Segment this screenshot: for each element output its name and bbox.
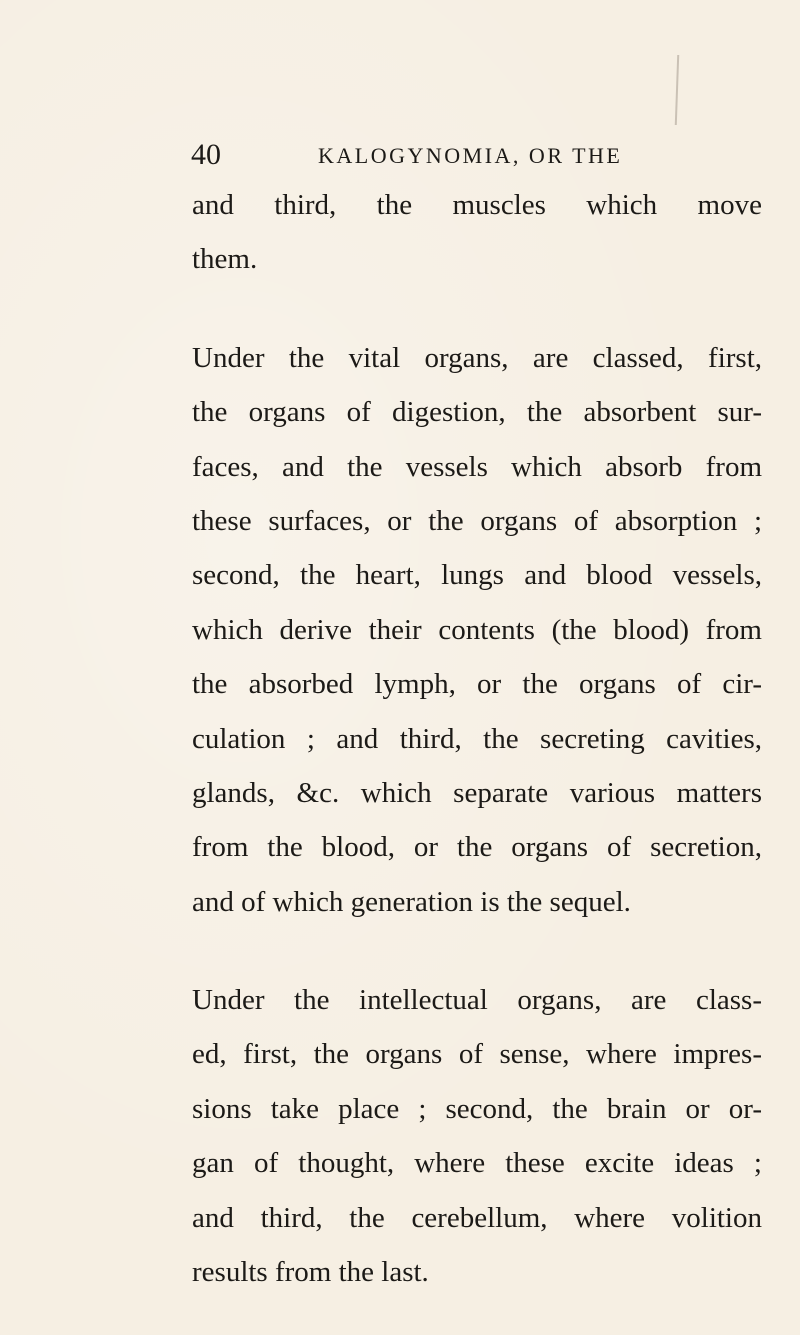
text-line: and third, the muscles which move bbox=[192, 189, 762, 221]
text-line: which derive their contents (the blood) from bbox=[192, 613, 762, 646]
text-line: glands, &c. which separate various matters bbox=[192, 776, 762, 809]
running-head: KALOGYNOMIA, OR THE bbox=[318, 143, 623, 168]
text-line: them. bbox=[192, 243, 258, 276]
text-line: and third, the cerebellum, where volition bbox=[192, 1201, 762, 1234]
text-line: Under the vital organs, are classed, first, bbox=[192, 341, 762, 374]
text-line: the absorbed lymph, or the organs of cir- bbox=[192, 668, 762, 701]
paragraph bbox=[192, 331, 797, 929]
page-edge-mark bbox=[675, 55, 679, 125]
text-line: sions take place ; second, the brain or or- bbox=[192, 1092, 762, 1125]
text-line: gan of thought, where these excite ideas ; bbox=[192, 1147, 762, 1180]
body-text bbox=[192, 178, 797, 1299]
text-line: and of which generation is the sequel. bbox=[192, 885, 631, 918]
text-line: results from the last. bbox=[192, 1256, 429, 1289]
page-header bbox=[0, 138, 800, 178]
text-line: Under the intellectual organs, are class- bbox=[192, 984, 762, 1017]
text-line: culation ; and third, the secreting cavities, bbox=[192, 722, 762, 755]
page-number: 40 bbox=[191, 138, 221, 171]
text-line: from the blood, or the organs of secretion, bbox=[192, 831, 762, 864]
text-line: faces, and the vessels which absorb from bbox=[192, 450, 762, 483]
paragraph bbox=[192, 178, 797, 287]
text-line: these surfaces, or the organs of absorption ; bbox=[192, 504, 762, 537]
paragraph bbox=[192, 973, 797, 1299]
text-line: second, the heart, lungs and blood vessels, bbox=[192, 559, 762, 592]
text-line: the organs of digestion, the absorbent sur- bbox=[192, 396, 762, 429]
text-line: ed, first, the organs of sense, where impres- bbox=[192, 1038, 762, 1071]
